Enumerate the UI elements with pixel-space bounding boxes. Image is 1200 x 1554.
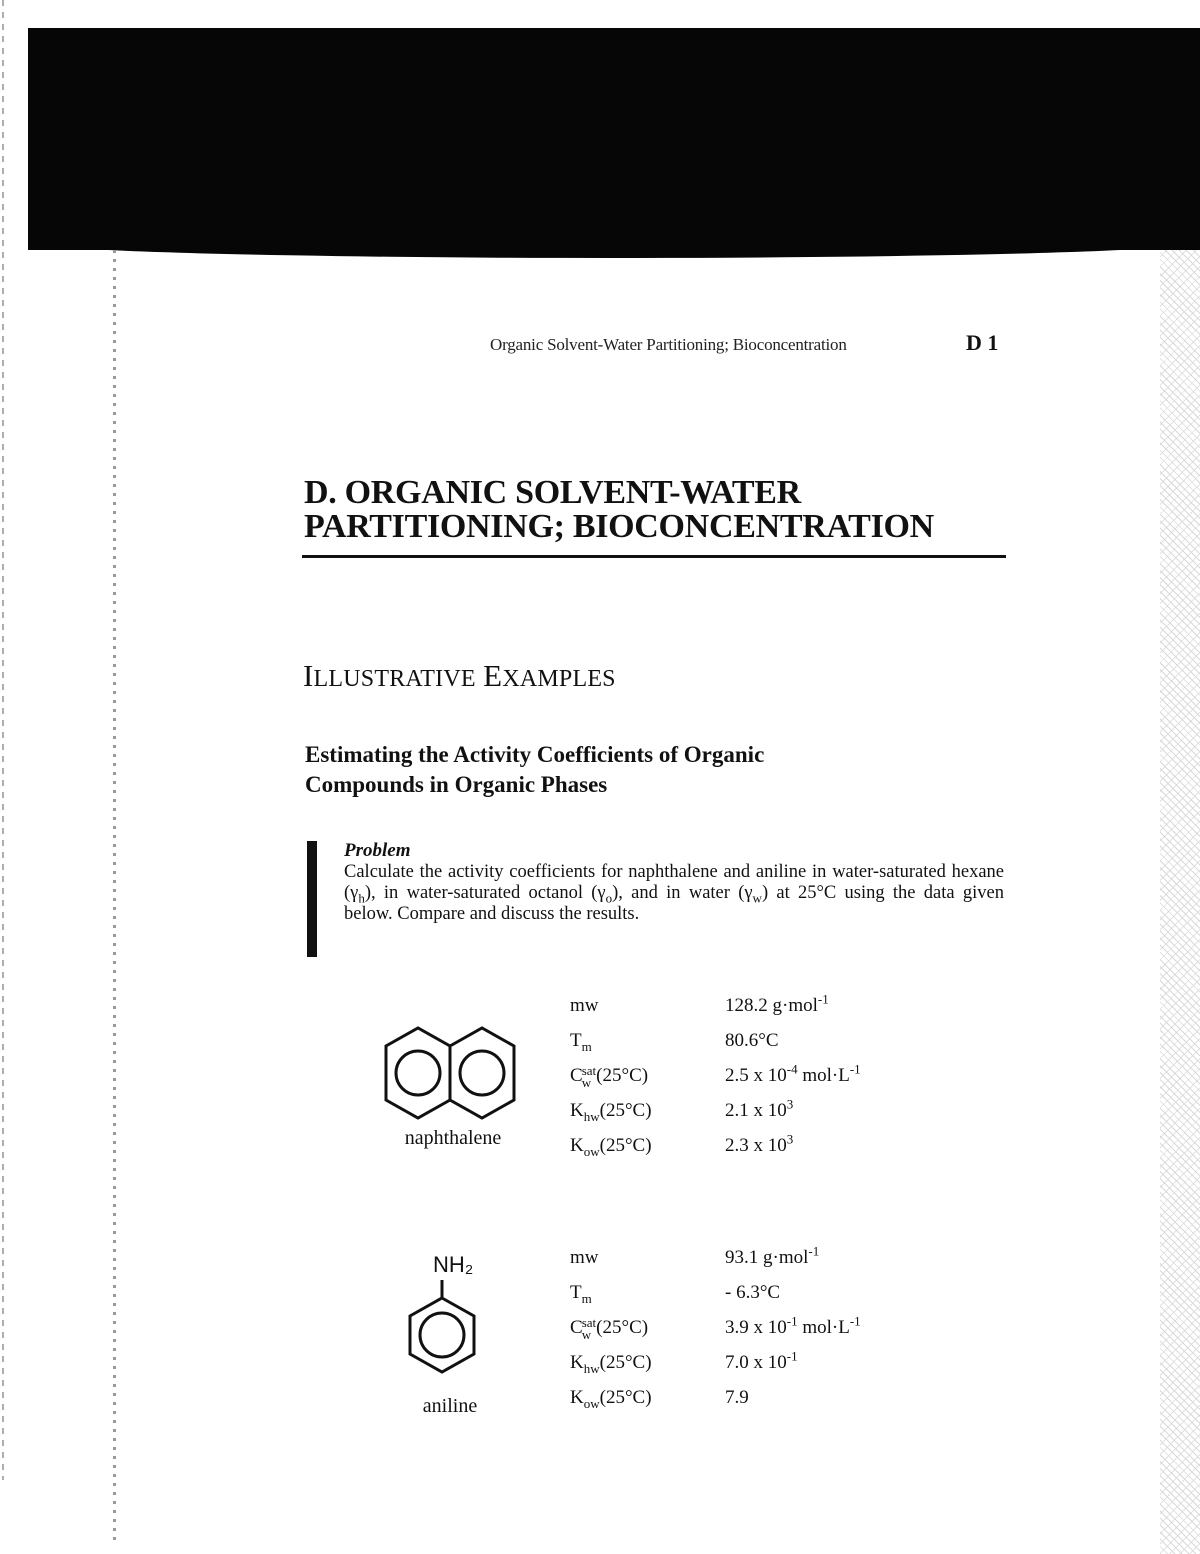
property-value: 7.0 x $10^{-1}$	[725, 1348, 798, 1373]
property-label: mw	[570, 1247, 599, 1268]
property-label: $T_m$	[570, 1030, 592, 1054]
naphthalene-aromatic-circle	[460, 1051, 504, 1095]
problem-text-part: ), in water-saturated octanol (γ	[364, 883, 606, 903]
property-row-mw	[570, 1240, 950, 1275]
aniline-properties	[570, 1240, 950, 1415]
chapter-title	[304, 476, 1004, 544]
problem-text	[344, 862, 1004, 925]
gamma-subscript: w	[752, 890, 762, 906]
example-heading-line-2: Compounds in Organic Phases	[305, 772, 608, 797]
section-heading	[303, 658, 616, 694]
naphthalene-properties	[570, 988, 950, 1163]
property-value: 7.9	[725, 1387, 749, 1408]
page-right-edge	[1160, 250, 1200, 1554]
property-row-mw	[570, 988, 950, 1023]
example-heading-line-1: Estimating the Activity Coefficients of Organic	[305, 742, 765, 767]
property-row-khw	[570, 1345, 950, 1380]
example-heading	[305, 740, 925, 800]
naphthalene-aromatic-circle	[396, 1051, 440, 1095]
property-value: 128.2 g·mol$^{-1}$	[725, 991, 829, 1016]
property-row-kow	[570, 1380, 950, 1415]
compound-name-aniline: aniline	[422, 1395, 478, 1417]
property-label: $K_{hw}(25^\circ C)$	[570, 1352, 652, 1376]
scan-dark-border	[28, 28, 1200, 250]
page-left-edge	[113, 250, 116, 1540]
property-label: $K_{ow}(25^\circ C)$	[570, 1387, 652, 1411]
title-rule	[302, 555, 1006, 558]
property-label: $K_{hw}(25^\circ C)$	[570, 1100, 652, 1124]
section-heading-text: ILLUSTRATIVE EXAMPLES	[303, 658, 616, 693]
property-value: 2.1 x $10^3$	[725, 1096, 794, 1121]
gamma-subscript: o	[605, 890, 613, 906]
property-value: 2.3 x $10^3$	[725, 1131, 794, 1156]
property-label: $T_m$	[570, 1282, 592, 1306]
property-row-csat	[570, 1310, 950, 1345]
page-number: D 1	[966, 330, 999, 355]
property-row-tm	[570, 1023, 950, 1058]
problem-text-part: ), and in water (γ	[612, 883, 753, 903]
scan-edge-line	[2, 0, 4, 1480]
chapter-title-line-2: PARTITIONING; BIOCONCENTRATION	[304, 508, 934, 545]
problem-text-part: Calculate the activity coefficients for naphthalene and aniline in water-saturated hexane (γ	[344, 862, 1004, 903]
property-value: 3.9 x $10^{-1}$ $mol\cdot L^{-1}$	[725, 1313, 861, 1338]
property-label: C sat w (25°C)	[570, 1062, 649, 1090]
problem-text-part: ) at 25°C using the data given below. Compare and discuss the results.	[344, 883, 1004, 924]
running-head: Organic Solvent-Water Partitioning; Bioconcentration	[490, 335, 847, 354]
property-value: 93.1 g·mol$^{-1}$	[725, 1243, 820, 1268]
property-label: mw	[570, 995, 599, 1016]
property-value: 80.6°C	[725, 1030, 779, 1051]
property-row-csat	[570, 1058, 950, 1093]
property-label: C sat w (25°C)	[570, 1314, 649, 1342]
aniline-nh2-label: NH₂	[433, 1252, 474, 1277]
property-value: 2.5 x $10^{-4}$ $mol\cdot L^{-1}$	[725, 1061, 861, 1086]
property-row-khw	[570, 1093, 950, 1128]
property-row-tm	[570, 1275, 950, 1310]
problem-margin-bar	[307, 841, 317, 957]
aniline-structure	[402, 1276, 482, 1386]
gamma-subscript: h	[358, 890, 365, 906]
compound-name-naphthalene: naphthalene	[404, 1127, 502, 1149]
property-label: $K_{ow}(25^\circ C)$	[570, 1135, 652, 1159]
naphthalene-structure	[376, 1022, 524, 1130]
aniline-aromatic-circle	[420, 1313, 464, 1357]
problem-label: Problem	[344, 840, 411, 861]
chapter-title-line-1: D. ORGANIC SOLVENT-WATER	[304, 474, 801, 511]
property-row-kow	[570, 1128, 950, 1163]
property-value: - 6.3°C	[725, 1282, 781, 1303]
